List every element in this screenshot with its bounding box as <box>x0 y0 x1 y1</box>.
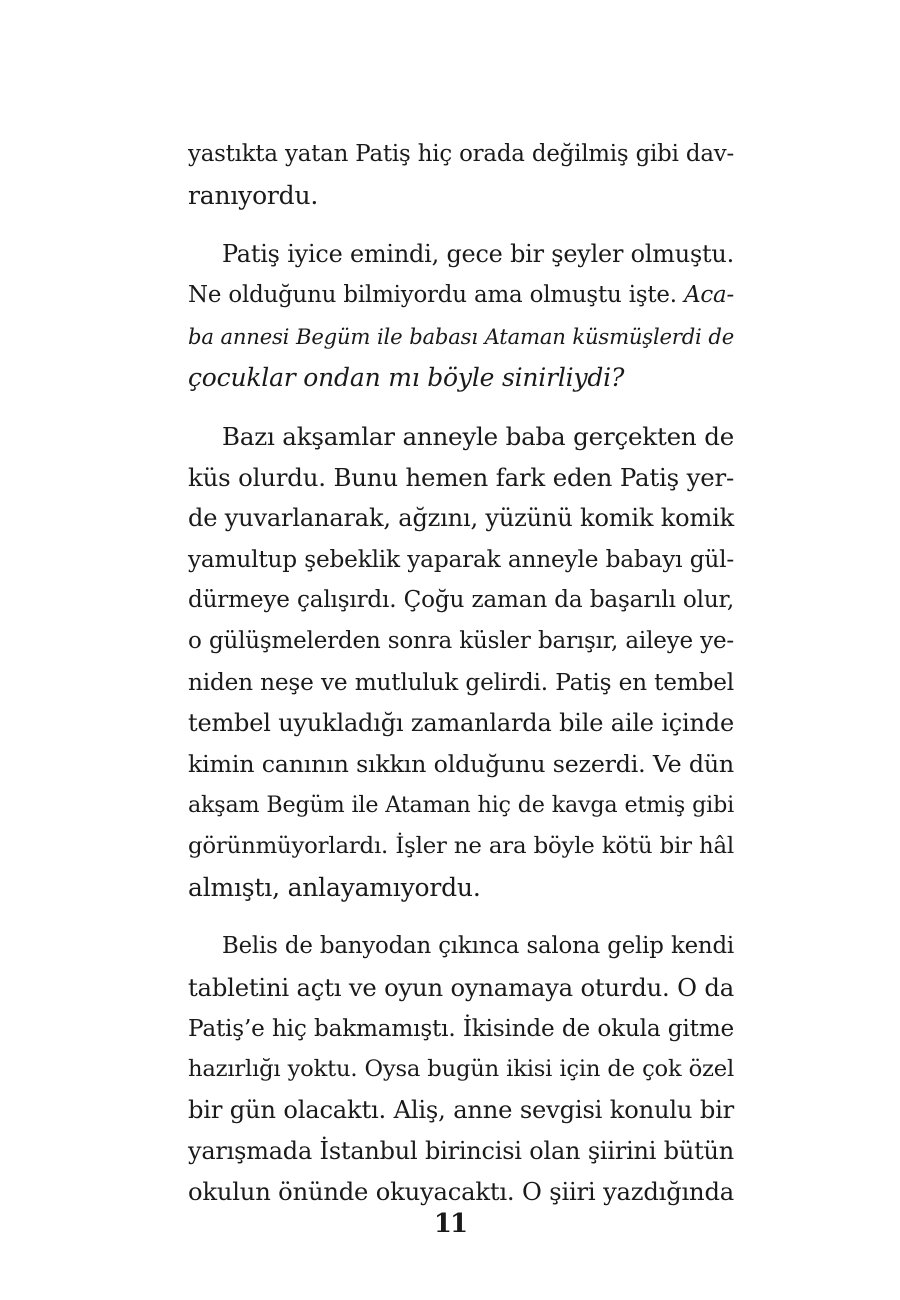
text-line <box>188 357 734 398</box>
paragraph <box>188 134 734 216</box>
text-span: dürmeye çalışırdı. Çoğu zaman da başarılı olur, <box>188 587 734 613</box>
text-span: o gülüşmelerden sonra küsler barışır, aileye ye- <box>188 628 734 654</box>
paragraph <box>188 416 734 908</box>
text-line <box>188 621 734 662</box>
text-line <box>188 744 734 785</box>
italic-text-span: Aca- <box>684 282 734 308</box>
text-span: tembel uyukladığı zamanlarda bile aile içinde <box>188 709 734 737</box>
text-line <box>188 175 734 216</box>
body-text <box>188 134 734 1213</box>
text-line <box>188 867 734 908</box>
text-line <box>188 1090 734 1131</box>
text-span: Patiş’e hiç bakmamıştı. İkisinde de okula gitme <box>188 1015 734 1042</box>
text-span: yamultup şebeklik yaparak anneyle babayı gül- <box>188 546 734 573</box>
text-span: görünmüyorlardı. İşler ne ara böyle kötü bir hâl <box>188 833 734 859</box>
text-span: almıştı, anlayamıyordu. <box>188 873 481 902</box>
text-line <box>188 234 734 275</box>
text-span: tabletini açtı ve oyun oynamaya oturdu. O da <box>188 973 734 1002</box>
paragraph <box>188 926 734 1213</box>
text-line <box>188 416 734 457</box>
text-span: yarışmada İstanbul birincisi olan şiirini bütün <box>188 1137 734 1165</box>
italic-text-span: çocuklar ondan mı böyle sinirliydi? <box>188 363 625 392</box>
text-line <box>188 785 734 826</box>
text-line <box>188 580 734 621</box>
text-line <box>188 703 734 744</box>
text-span: ranıyordu. <box>188 181 319 210</box>
text-span: Patiş iyice emindi, gece bir şeyler olmuştu. <box>222 240 734 268</box>
text-line <box>188 539 734 580</box>
text-line <box>188 662 734 703</box>
text-line <box>188 926 734 967</box>
italic-text-span: ba annesi Begüm ile babası Ataman küsmüşlerdi de <box>188 324 734 349</box>
text-line <box>188 275 734 316</box>
text-line <box>188 1008 734 1049</box>
text-line <box>188 1131 734 1172</box>
text-line <box>188 826 734 867</box>
text-line <box>188 316 734 357</box>
text-span: akşam Begüm ile Ataman hiç de kavga etmiş gibi <box>188 792 734 818</box>
text-line <box>188 1049 734 1090</box>
text-line <box>188 967 734 1008</box>
text-span: Ne olduğunu bilmiyordu ama olmuştu işte. <box>188 282 685 308</box>
text-span: niden neşe ve mutluluk gelirdi. Patiş en tembel <box>188 669 734 696</box>
text-span: kimin canının sıkkın olduğunu sezerdi. Ve dün <box>188 750 734 778</box>
text-span: bir gün olacaktı. Aliş, anne sevgisi konulu bir <box>188 1096 734 1124</box>
text-span: küs olurdu. Bunu hemen fark eden Patiş yer- <box>188 463 734 492</box>
text-line <box>188 134 734 175</box>
text-span: de yuvarlanarak, ağzını, yüzünü komik komik <box>188 504 734 532</box>
paragraph <box>188 234 734 398</box>
text-line <box>188 457 734 498</box>
page-number: 11 <box>433 1209 467 1239</box>
text-span: Bazı akşamlar anneyle baba gerçekten de <box>222 422 734 451</box>
text-span: okulun önünde okuyacaktı. O şiiri yazdığında <box>188 1178 734 1206</box>
text-line <box>188 498 734 539</box>
text-span: hazırlığı yoktu. Oysa bugün ikisi için de çok özel <box>188 1056 734 1082</box>
text-span: yastıkta yatan Patiş hiç orada değilmiş gibi dav- <box>188 141 734 167</box>
text-span: Belis de banyodan çıkınca salona gelip kendi <box>222 933 734 959</box>
